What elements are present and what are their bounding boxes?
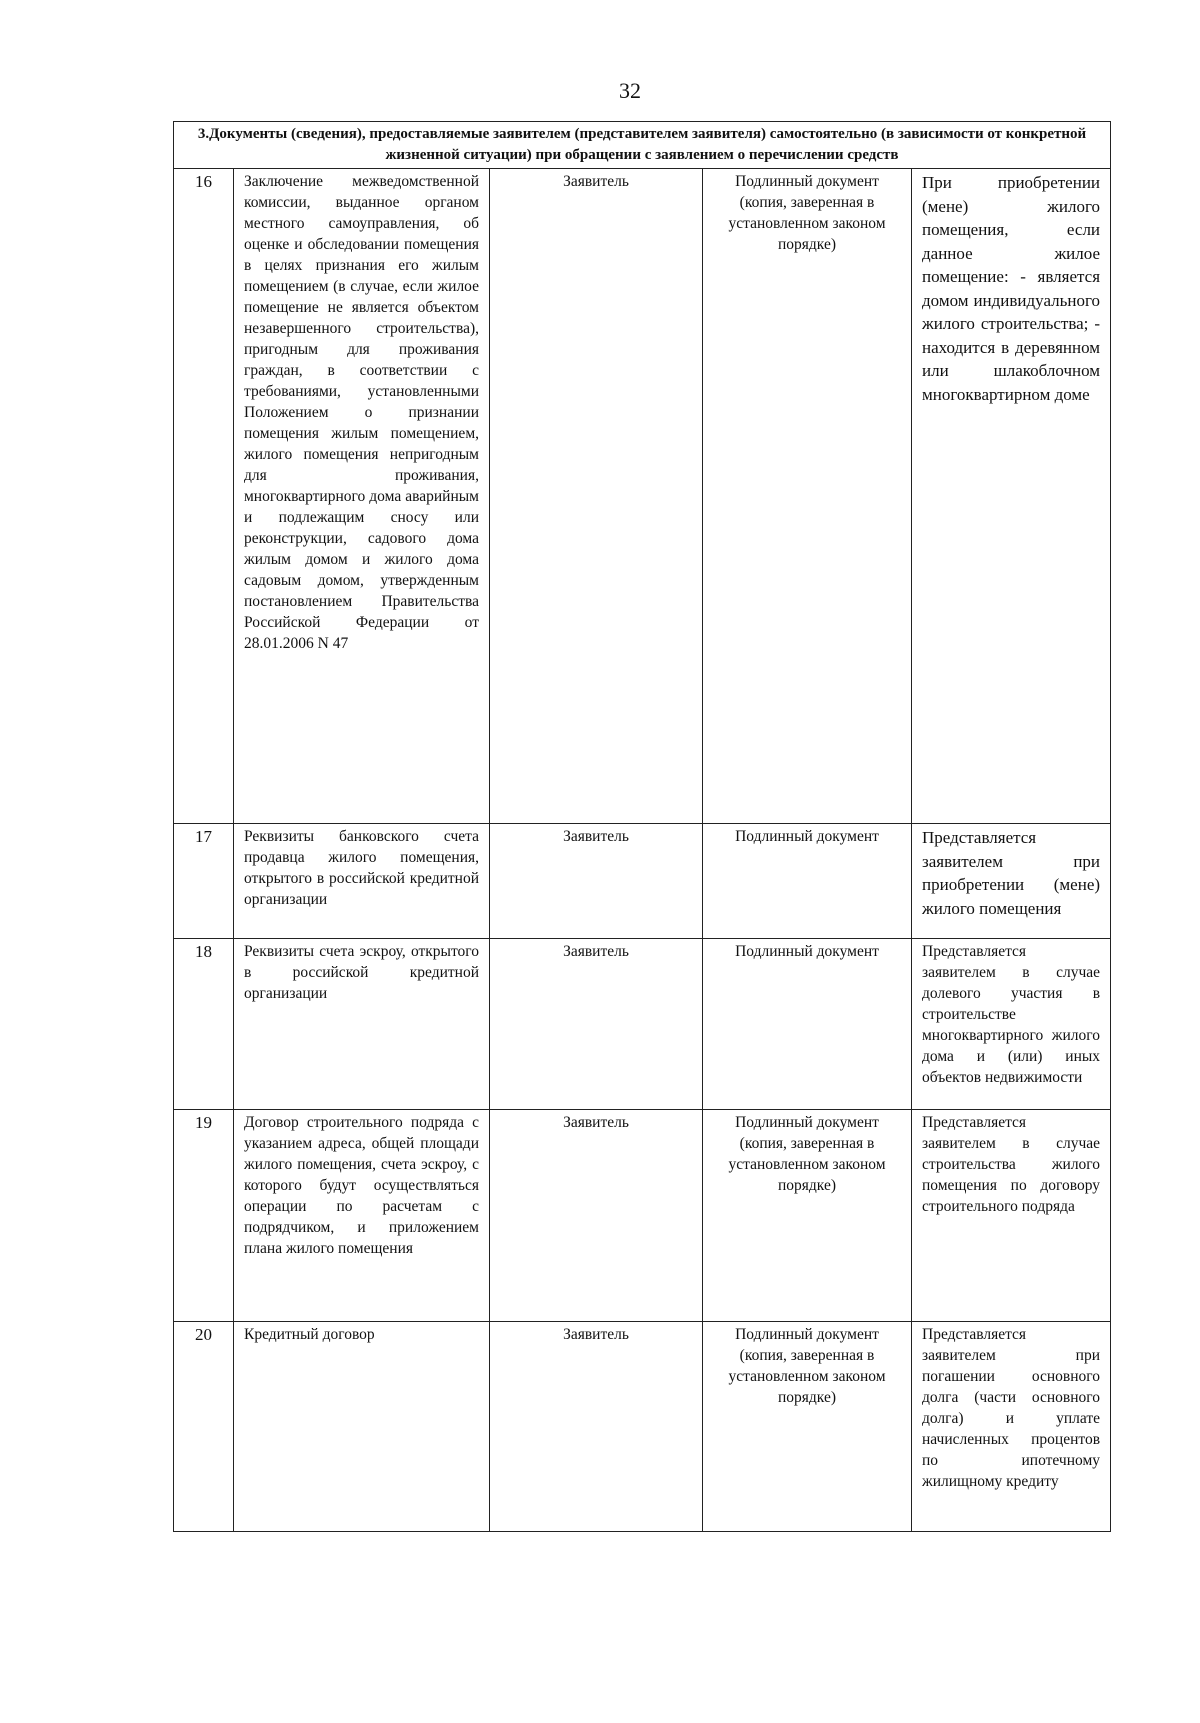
table-row bbox=[174, 939, 1111, 1110]
table-row bbox=[174, 824, 1111, 939]
row-number: 20 bbox=[174, 1322, 234, 1532]
note: Представляется заявителем в случае строительства жилого помещения по договору строительного подряда bbox=[912, 1110, 1111, 1322]
document-form: Подлинный документ (копия, заверенная в установленном законом порядке) bbox=[703, 1322, 912, 1532]
section-header-row bbox=[174, 122, 1111, 169]
page-number: 32 bbox=[619, 78, 641, 103]
note: Представляется заявителем в случае долевого участия в строительстве многоквартирного жилого дома и (или) иных объектов недвижимости bbox=[912, 939, 1111, 1110]
document-form: Подлинный документ bbox=[703, 939, 912, 1110]
documents-table bbox=[173, 121, 1111, 1532]
applicant: Заявитель bbox=[490, 1322, 703, 1532]
document-name: Кредитный договор bbox=[234, 1322, 490, 1532]
applicant: Заявитель bbox=[490, 824, 703, 939]
note: Представляется заявителем при приобретении (мене) жилого помещения bbox=[912, 824, 1111, 939]
applicant: Заявитель bbox=[490, 169, 703, 824]
applicant: Заявитель bbox=[490, 939, 703, 1110]
document-name: Заключение межведомственной комиссии, выданное органом местного самоуправления, об оценке и обследовании помещения в целях признания его жилым помещением (в случае, если жилое помещение не является объектом незавершенного строительства), пригодным для проживания граждан, в соответствии с требованиями, установленными Положением о признании помещения жилым помещением, жилого помещения непригодным для проживания, многоквартирного дома аварийным и подлежащим сносу или реконструкции, садового дома жилым домом и жилого дома садовым домом, утвержденным постановлением Правительства Российской Федерации от 28.01.2006 N 47 bbox=[234, 169, 490, 824]
applicant: Заявитель bbox=[490, 1110, 703, 1322]
row-number: 19 bbox=[174, 1110, 234, 1322]
note: При приобретении (мене) жилого помещения, если данное жилое помещение: - является домом индивидуального жилого строительства; - находится в деревянном или шлакоблочном многоквартирном доме bbox=[912, 169, 1111, 824]
table-row bbox=[174, 1110, 1111, 1322]
document-form: Подлинный документ bbox=[703, 824, 912, 939]
document-form: Подлинный документ (копия, заверенная в установленном законом порядке) bbox=[703, 169, 912, 824]
row-number: 16 bbox=[174, 169, 234, 824]
document-name: Реквизиты счета эскроу, открытого в российской кредитной организации bbox=[234, 939, 490, 1110]
table-row bbox=[174, 1322, 1111, 1532]
row-number: 18 bbox=[174, 939, 234, 1110]
section-header: 3.Документы (сведения), предоставляемые заявителем (представителем заявителя) самостоятельно (в зависимости от конкретной жизненной ситуации) при обращении с заявлением о перечислении средств bbox=[174, 122, 1111, 169]
document-name: Реквизиты банковского счета продавца жилого помещения, открытого в российской кредитной организации bbox=[234, 824, 490, 939]
document-name: Договор строительного подряда с указанием адреса, общей площади жилого помещения, счета эскроу, с которого будут осуществляться операции по расчетам с подрядчиком, и приложением плана жилого помещения bbox=[234, 1110, 490, 1322]
row-number: 17 bbox=[174, 824, 234, 939]
note: Представляется заявителем при погашении основного долга (части основного долга) и уплате начисленных процентов по ипотечному жилищному кредиту bbox=[912, 1322, 1111, 1532]
table-row bbox=[174, 169, 1111, 824]
document-form: Подлинный документ (копия, заверенная в установленном законом порядке) bbox=[703, 1110, 912, 1322]
